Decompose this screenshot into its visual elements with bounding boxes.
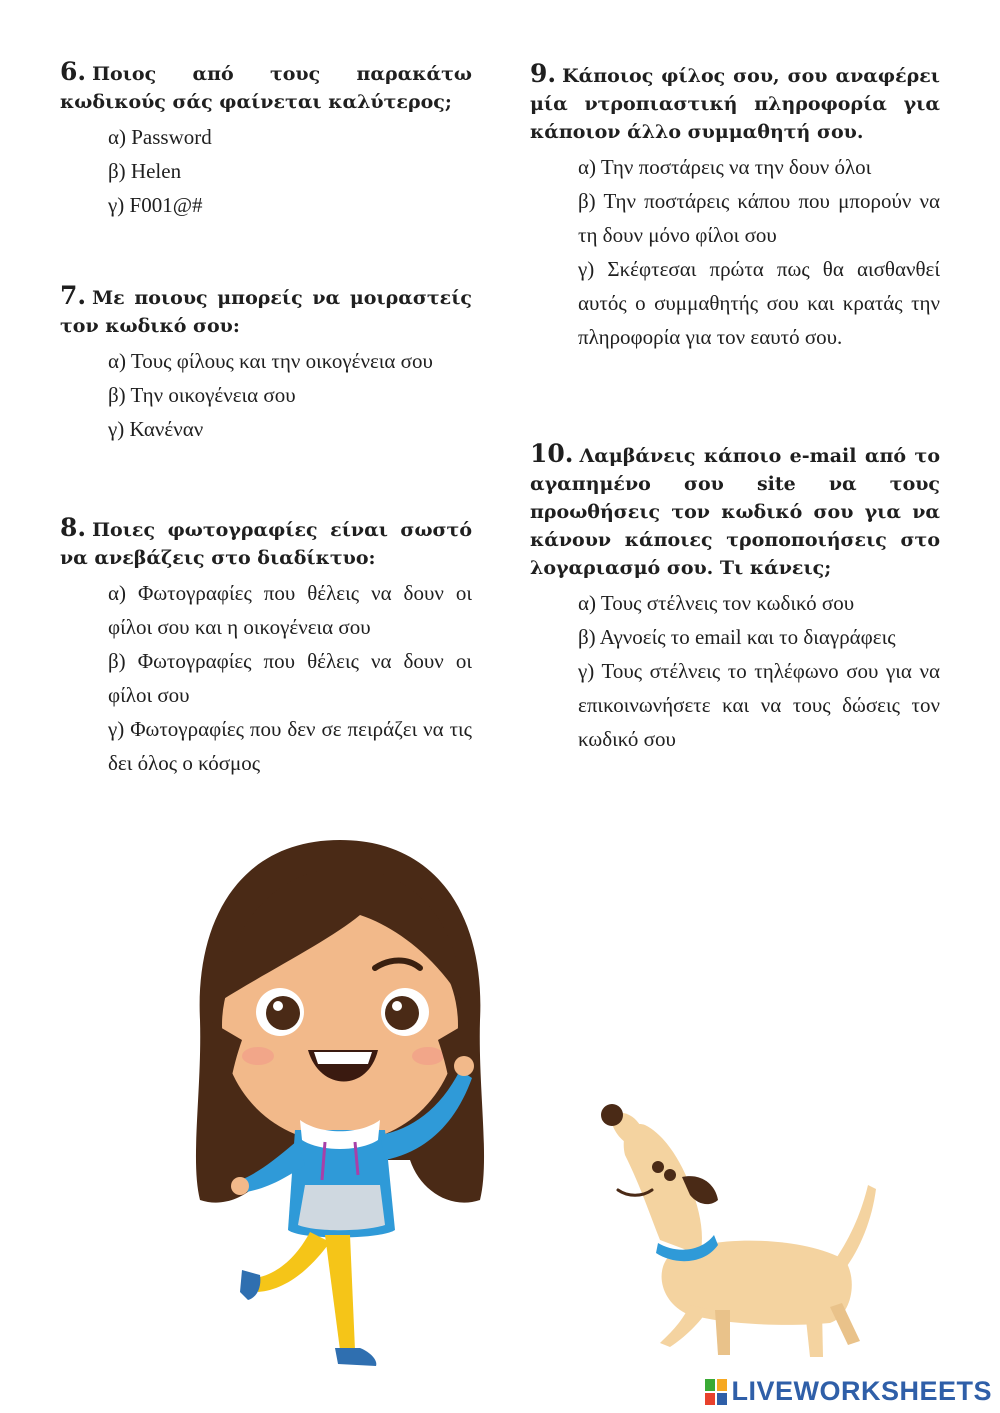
question-6-options xyxy=(60,120,472,222)
question-8-number: 8. xyxy=(60,513,87,542)
question-8-prompt xyxy=(60,514,472,572)
waving-girl-illustration xyxy=(180,830,500,1370)
question-6-text: Ποιος από τους παρακάτω κωδικούς σάς φαίνεται καλύτερος; xyxy=(60,63,472,113)
question-7-option-c[interactable]: γ) Κανέναν xyxy=(108,417,204,441)
question-9-options xyxy=(530,150,940,354)
question-6-option-c[interactable]: γ) F001@# xyxy=(108,193,203,217)
question-7 xyxy=(60,282,472,446)
question-6-number: 6. xyxy=(60,57,87,86)
question-7-prompt xyxy=(60,282,472,340)
question-7-option-a[interactable]: α) Τους φίλους και την οικογένεια σου xyxy=(108,349,433,373)
liveworksheets-wordmark: LIVEWORKSHEETS xyxy=(731,1376,992,1406)
question-6 xyxy=(60,58,472,222)
question-9 xyxy=(530,60,940,354)
question-10 xyxy=(530,440,940,756)
question-10-text: Λαμβάνεις κάποιο e-mail από το αγαπημένο σου site να τους προωθήσεις τον κωδικό σου για να κάνουν κάποιες τροποποιήσεις στο λογαριασμό σου. Τι κάνεις; xyxy=(530,445,940,579)
question-9-number: 9. xyxy=(530,59,557,88)
question-9-option-c[interactable]: γ) Σκέφτεσαι πρώτα πως θα αισθανθεί αυτός ο συμμαθητής σου και κρατάς την πληροφορία για τον εαυτό σου. xyxy=(578,257,940,349)
liveworksheets-logo[interactable] xyxy=(705,1376,992,1407)
question-8-option-a[interactable]: α) Φωτογραφίες που θέλεις να δουν οι φίλοι σου και η οικογένεια σου xyxy=(108,581,472,639)
question-9-prompt xyxy=(530,60,940,146)
question-9-option-b[interactable]: β) Την ποστάρεις κάπου που μπορούν να τη δουν μόνο φίλοι σου xyxy=(578,189,940,247)
question-6-option-b[interactable]: β) Helen xyxy=(108,159,182,183)
question-7-text: Με ποιους μπορείς να μοιραστείς τον κωδικό σου: xyxy=(60,287,472,337)
question-7-options xyxy=(60,344,472,446)
question-9-text: Κάποιος φίλος σου, σου αναφέρει μία ντροπιαστική πληροφορία για κάποιον άλλο συμμαθητή σου. xyxy=(530,65,940,143)
question-6-prompt xyxy=(60,58,472,116)
question-10-number: 10. xyxy=(530,439,574,468)
question-10-option-c[interactable]: γ) Τους στέλνεις το τηλέφωνο σου για να επικοινωνήσετε και να τους δώσεις τον κωδικό σου xyxy=(578,659,940,751)
dog-illustration xyxy=(590,1095,890,1365)
question-8-options xyxy=(60,576,472,780)
liveworksheets-mark-icon xyxy=(705,1379,727,1405)
question-8-option-c[interactable]: γ) Φωτογραφίες που δεν σε πειράζει να τις δει όλος ο κόσμος xyxy=(108,717,472,775)
question-10-options xyxy=(530,586,940,756)
question-6-option-a[interactable]: α) Password xyxy=(108,125,212,149)
question-7-number: 7. xyxy=(60,281,87,310)
question-8-option-b[interactable]: β) Φωτογραφίες που θέλεις να δουν οι φίλοι σου xyxy=(108,649,472,707)
question-9-option-a[interactable]: α) Την ποστάρεις να την δουν όλοι xyxy=(578,155,872,179)
question-10-option-b[interactable]: β) Αγνοείς το email και το διαγράφεις xyxy=(578,625,896,649)
question-10-option-a[interactable]: α) Τους στέλνεις τον κωδικό σου xyxy=(578,591,855,615)
question-8 xyxy=(60,514,472,780)
question-10-prompt xyxy=(530,440,940,582)
question-8-text: Ποιες φωτογραφίες είναι σωστό να ανεβάζεις στο διαδίκτυο: xyxy=(60,519,472,569)
question-7-option-b[interactable]: β) Την οικογένεια σου xyxy=(108,383,296,407)
